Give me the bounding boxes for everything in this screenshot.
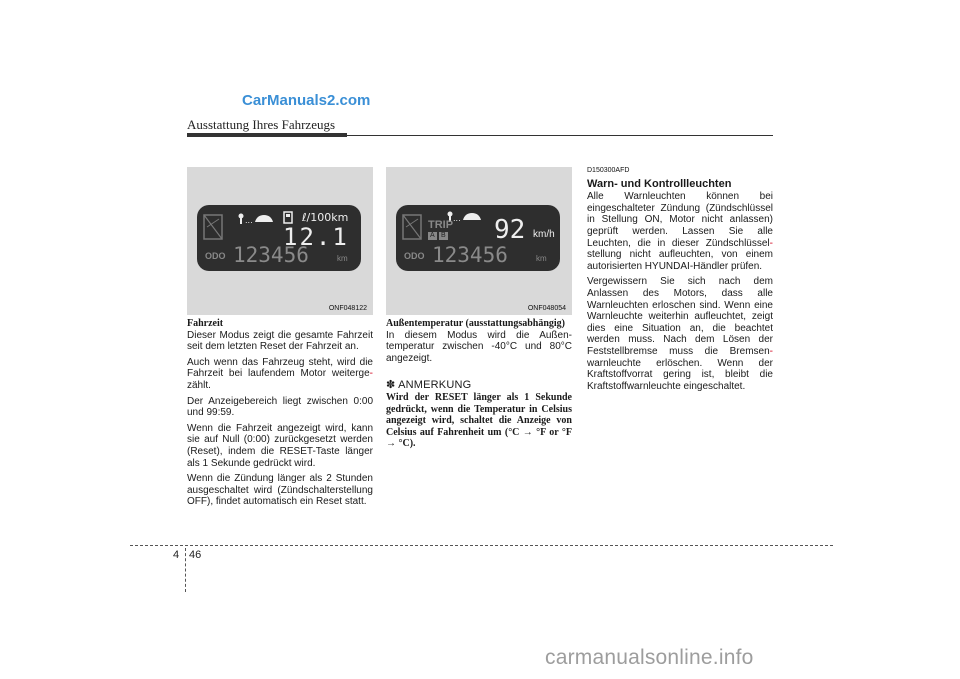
footer-rule [130, 545, 833, 546]
trip-b: B [441, 232, 446, 239]
consumption-value: 12.1 [283, 223, 349, 251]
note-block [386, 380, 572, 450]
figure-caption: ONF048054 [527, 305, 566, 312]
paragraph: Dieser Modus zeigt die gesamte Fahrzeit seit dem letzten Reset der Fahrzeit an. [187, 329, 373, 353]
heading-aussentemperatur: Außentemperatur (ausstattungsabhängig) [386, 318, 566, 329]
paragraph: Auch wenn das Fahrzeug steht, wird die Fahrzeit bei laufendem Motor weiterge- zählt. [187, 356, 373, 391]
lcd-screen [396, 205, 560, 271]
odo-label: ODO [404, 251, 425, 261]
speed-value: 92 [494, 215, 526, 245]
figure-trip-time-display [187, 167, 373, 315]
section-code: D150300AFD [587, 167, 630, 174]
header-rule [187, 135, 773, 136]
odo-unit: km [536, 254, 547, 263]
svg-text:...: ... [453, 214, 461, 223]
section-header-title: Ausstattung Ihres Fahrzeugs [187, 117, 336, 132]
note-title: ✽ ANMERKUNG [386, 379, 472, 392]
heading-fahrzeit: Fahrzeit [187, 318, 224, 329]
svg-text:...: ... [245, 216, 253, 225]
figure-caption: ONF048122 [328, 305, 367, 312]
paragraph: Alle Warnleuchten können bei eingeschalteter Zündung (Zündschlüssel in Stellung ON, Motor nicht anlassen) geprüft werden. Lassen Sie alle Leuchten, die in dieser Zündschlüssel- stellung nicht aufleuchten, von einem autorisierten HYUNDAI-Händler prüfen. [587, 191, 773, 272]
trip-label: TRIP [428, 219, 454, 231]
note-body: Wird der RESET länger als 1 Sekunde gedrückt, wenn die Temperatur in Celsius angezeigt wird, schaltet die Anzeige von Celsius auf Fahrenheit um (°C → °F or °F → °C). [386, 391, 572, 450]
paragraph: Vergewissern Sie sich nach dem Anlassen des Motors, dass alle Warnleuchten erloschen sind. Wenn eine Warnleuchte weiterhin aufleuchtet, zeigt dies eine Situation an, die beachtet werden muss. Nach dem Lösen der Feststellbremse muss die Bremsen- warnleuchte erlöschen. Wenn der Kraftstoffvorrat gering ist, bleibt die Kraftstoffwarnleuchte eingeschaltet. [587, 276, 773, 392]
heading-warnleuchten: Warn- und Kontrollleuchten [587, 177, 732, 190]
odo-unit: km [337, 254, 348, 263]
paragraph: In diesem Modus wird die Außen-temperatur zwischen -40°C und 80°C angezeigt. [386, 329, 572, 364]
paragraph: Der Anzeigebereich liegt zwischen 0:00 und 99:59. [187, 395, 373, 419]
figure-outside-temp-display [386, 167, 572, 315]
trip-a: A [430, 232, 435, 239]
chapter-number: 4 [173, 549, 180, 561]
note-asterisk-icon: ✽ [386, 379, 396, 392]
column-fahrzeit [187, 318, 373, 512]
page-number: 46 [189, 549, 202, 561]
odo-value: 123456 [233, 243, 309, 267]
speed-unit: km/h [533, 229, 555, 240]
car-icon [255, 215, 273, 222]
footer-divider [185, 548, 186, 592]
column-warnleuchten [587, 165, 773, 396]
paragraph: Wenn die Zündung länger als 2 Stunden ausgeschaltet wird (Zündschalterstellung OFF), findet automatisch ein Reset statt. [187, 473, 373, 508]
watermark-carmanualsonline: carmanualsonline.info [545, 646, 754, 669]
column-aussentemperatur [386, 318, 572, 450]
odo-value: 123456 [432, 243, 508, 267]
unit-l-per-100km: ℓ/100km [302, 211, 349, 224]
car-icon [463, 213, 481, 220]
paragraph: Wenn die Fahrzeit angezeigt wird, kann sie auf Null (0:00) zurückgesetzt werden (Reset), indem die RESET-Taste länger als 1 Sekunde gedrückt wird. [187, 422, 373, 469]
lcd-screen [197, 205, 361, 271]
odo-label: ODO [205, 251, 226, 261]
watermark-carmanuals2: CarManuals2.com [242, 92, 371, 109]
fuel-icon [284, 212, 292, 223]
